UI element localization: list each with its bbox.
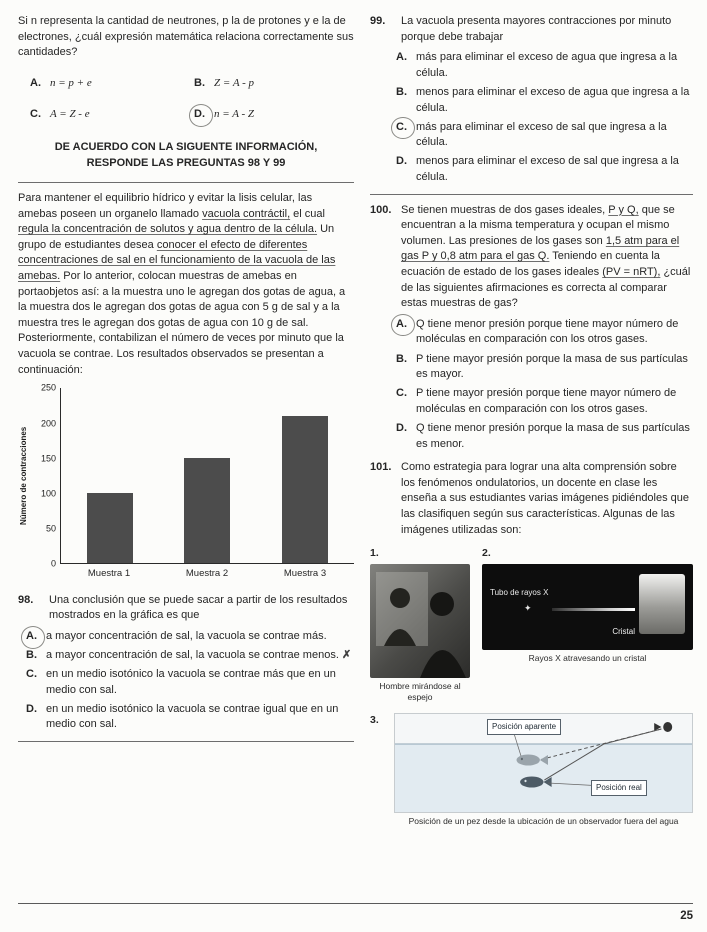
figure-2-caption: Rayos X atravesando un cristal (528, 653, 647, 664)
question-100-options (396, 317, 693, 452)
page-footer (18, 903, 693, 925)
option-100-d (396, 421, 693, 452)
option-text: más para eliminar el exceso de agua que ingresa a la célula. (416, 51, 678, 79)
question-98-text: Una conclusión que se puede sacar a partir de los resultados mostrados en la gráfica es que (49, 593, 348, 622)
y-axis (32, 382, 60, 569)
bar-muestra-1 (87, 493, 133, 563)
option-text: en un medio isotónico la vacuola se contrae igual que en un medio con sal. (46, 702, 339, 731)
option-letter: B. (396, 85, 407, 98)
chart-body (18, 382, 354, 569)
option-letter: C. (30, 107, 41, 120)
bar-muestra-2 (184, 458, 230, 563)
option-98-a (26, 629, 354, 645)
option-text: n = p + e (50, 77, 92, 90)
option-text: Z = A - p (214, 77, 255, 90)
question-97-options (30, 73, 354, 126)
option-text: Q tiene menor presión porque la masa de sus partículas es menor. (416, 422, 690, 450)
crystal-annotation: Cristal (612, 626, 635, 636)
divider (18, 741, 354, 742)
option-letter: A. (396, 51, 407, 64)
option-letter: D. (26, 702, 37, 715)
question-97 (18, 14, 354, 126)
question-number: 100. (370, 203, 392, 216)
contractions-bar-chart (18, 382, 354, 580)
x-axis (60, 564, 354, 580)
y-tick-label: 100 (40, 488, 56, 499)
question-98-options (26, 629, 354, 733)
option-letter: C. (396, 387, 407, 400)
option-text: n = A - Z (214, 107, 255, 120)
spark-icon: ✦ (524, 603, 532, 614)
option-text: a mayor concentración de sal, la vacuola se contrae menos. ✗ (46, 648, 354, 664)
x-category-label: Muestra 1 (87, 568, 131, 580)
option-text: en un medio isotónico la vacuola se contrae más que en un medio con sal. (46, 668, 336, 696)
apparent-position-annotation: Posición aparente (487, 719, 561, 734)
xray-tube-annotation: Tubo de rayos X (490, 588, 549, 598)
question-98 (18, 593, 354, 733)
option-letter: A. (396, 317, 409, 333)
section-header: DE ACUERDO CON LA SIGUENTE INFORMACIÓN, RESPONDE LAS PREGUNTAS 98 Y 99 (54, 141, 318, 169)
question-99-text: La vacuola presenta mayores contracciones por minuto porque debe trabajar (401, 15, 672, 43)
option-text: menos para eliminar el exceso de agua que ingresa a la célula. (416, 85, 690, 114)
page-number: 25 (680, 910, 693, 923)
option-97-a (30, 76, 190, 92)
option-letter: D. (194, 107, 207, 123)
figure-1-caption: Hombre mirándose al espejo (379, 681, 461, 703)
figures-row (370, 546, 693, 703)
option-letter: D. (396, 422, 407, 435)
y-tick-label: 250 (40, 382, 56, 393)
left-column (18, 14, 354, 835)
option-letter: C. (26, 668, 37, 681)
question-99-options (396, 50, 693, 185)
option-text: a mayor concentración de sal, la vacuola se contrae más. (46, 629, 327, 642)
option-99-a (396, 50, 693, 81)
option-text: P tiene mayor presión porque tiene mayor número de moléculas en comparación con los otros gases. (416, 387, 677, 415)
x-category-label: Muestra 2 (185, 568, 229, 580)
option-text: menos para eliminar el exceso de sal que ingresa a la célula. (416, 155, 679, 183)
mirror-photo (370, 564, 470, 678)
option-97-d (194, 107, 354, 123)
option-99-c (396, 120, 693, 151)
question-101-text: Como estrategia para lograr una alta comprensión sobre los fenómenos ondulatorios, un docente en clase les enseña a sus estudiantes varias imágenes pidiéndoles que las clasifiquen según sus características. Algunas de las imágenes utilizadas son: (401, 461, 690, 536)
option-97-b (194, 76, 354, 92)
y-tick-label: 200 (40, 418, 56, 429)
question-100-text: Se tienen muestras de dos gases ideales, P y Q, que se encuentran a la misma temperatura y ocupan el mismo volumen. Las presiones de los gases son 1,5 atm para el gas P y 0,8 atm para el gas Q. Teniendo en cuenta la ecuación de estado de los gases ideales (PV = nRT), ¿cuál de las siguientes afirmaciones es correcta al comparar estas muestras de gas? (401, 203, 691, 310)
right-column (370, 14, 693, 835)
y-tick-label: 150 (40, 453, 56, 464)
option-text: más para eliminar el exceso de sal que ingresa a la célula. (416, 120, 667, 149)
option-text: Q tiene menor presión porque tiene mayor número de moléculas en comparación con los otros gases. (416, 317, 679, 346)
crystal-apparatus (639, 574, 685, 634)
bar-plot (60, 388, 354, 564)
figure-3-label: 3. (370, 714, 379, 727)
option-letter: B. (194, 77, 205, 90)
fish-refraction-diagram (394, 713, 693, 813)
option-letter: D. (396, 155, 407, 168)
figure-2-label: 2. (482, 547, 491, 560)
question-97-text: Si n representa la cantidad de neutrones, p la de protones y e la de electrones, ¿cuál expresión matemática relaciona correctamente sus cantidades? (18, 15, 354, 59)
option-100-b (396, 352, 693, 383)
divider (370, 194, 693, 195)
option-98-c (26, 667, 354, 698)
question-number: 101. (370, 461, 392, 474)
option-99-d (396, 154, 693, 185)
figure-3 (370, 713, 693, 827)
xray-beam (552, 608, 635, 611)
question-99 (370, 14, 693, 186)
x-category-label: Muestra 3 (283, 568, 327, 580)
question-101 (370, 460, 693, 827)
question-100 (370, 203, 693, 453)
y-axis-label: Número de contracciones (19, 427, 28, 526)
option-text: A = Z - e (50, 107, 90, 120)
bar-muestra-3 (282, 416, 328, 563)
figure-1-label: 1. (370, 547, 379, 560)
passage-98-99: Para mantener el equilibrio hídrico y evitar la lisis celular, las amebas poseen un organelo llamado vacuola contráctil, el cual regula la concentración de solutos y agua dentro de la célula. Un grupo de estudiantes desea conocer el efecto de diferentes concentraciones de sal en el funcionamiento de la vacuola de las amebas. Por lo anterior, colocan muestras de amebas en portaobjetos así: a la muestra uno le agregan dos gotas de agua, a la muestra dos le agregan dos gotas de agua con 5 g de sal y a la muestra tres le agregan dos gotas de agua con 10 g de sal. Posteriormente, contabilizan el número de veces por minuto que la vacuola se contrae. Los resultados observados se presentan a continuación: (18, 191, 346, 376)
figure-2 (482, 546, 693, 703)
question-number: 98. (18, 593, 34, 606)
option-letter: C. (396, 120, 409, 136)
man-mirror-illustration (370, 564, 470, 678)
y-tick-label: 0 (50, 558, 56, 569)
option-letter: B. (26, 649, 37, 662)
option-100-c (396, 386, 693, 417)
page-columns (18, 14, 693, 835)
divider (18, 182, 354, 183)
option-98-b (26, 648, 354, 664)
option-100-a (396, 317, 693, 348)
option-text: P tiene mayor presión porque la masa de sus partículas es mayor. (416, 352, 688, 381)
option-99-b (396, 85, 693, 116)
figure-1 (370, 546, 470, 703)
option-97-c (30, 107, 190, 123)
option-98-d (26, 702, 354, 733)
figure-3-caption: Posición de un pez desde la ubicación de un observador fuera del agua (408, 816, 679, 827)
option-letter: B. (396, 352, 407, 365)
y-tick-label: 50 (45, 523, 56, 534)
xray-photo (482, 564, 693, 650)
option-letter: A. (30, 77, 41, 90)
option-letter: A. (26, 629, 39, 645)
real-position-annotation: Posición real (591, 780, 647, 795)
question-number: 99. (370, 15, 386, 27)
